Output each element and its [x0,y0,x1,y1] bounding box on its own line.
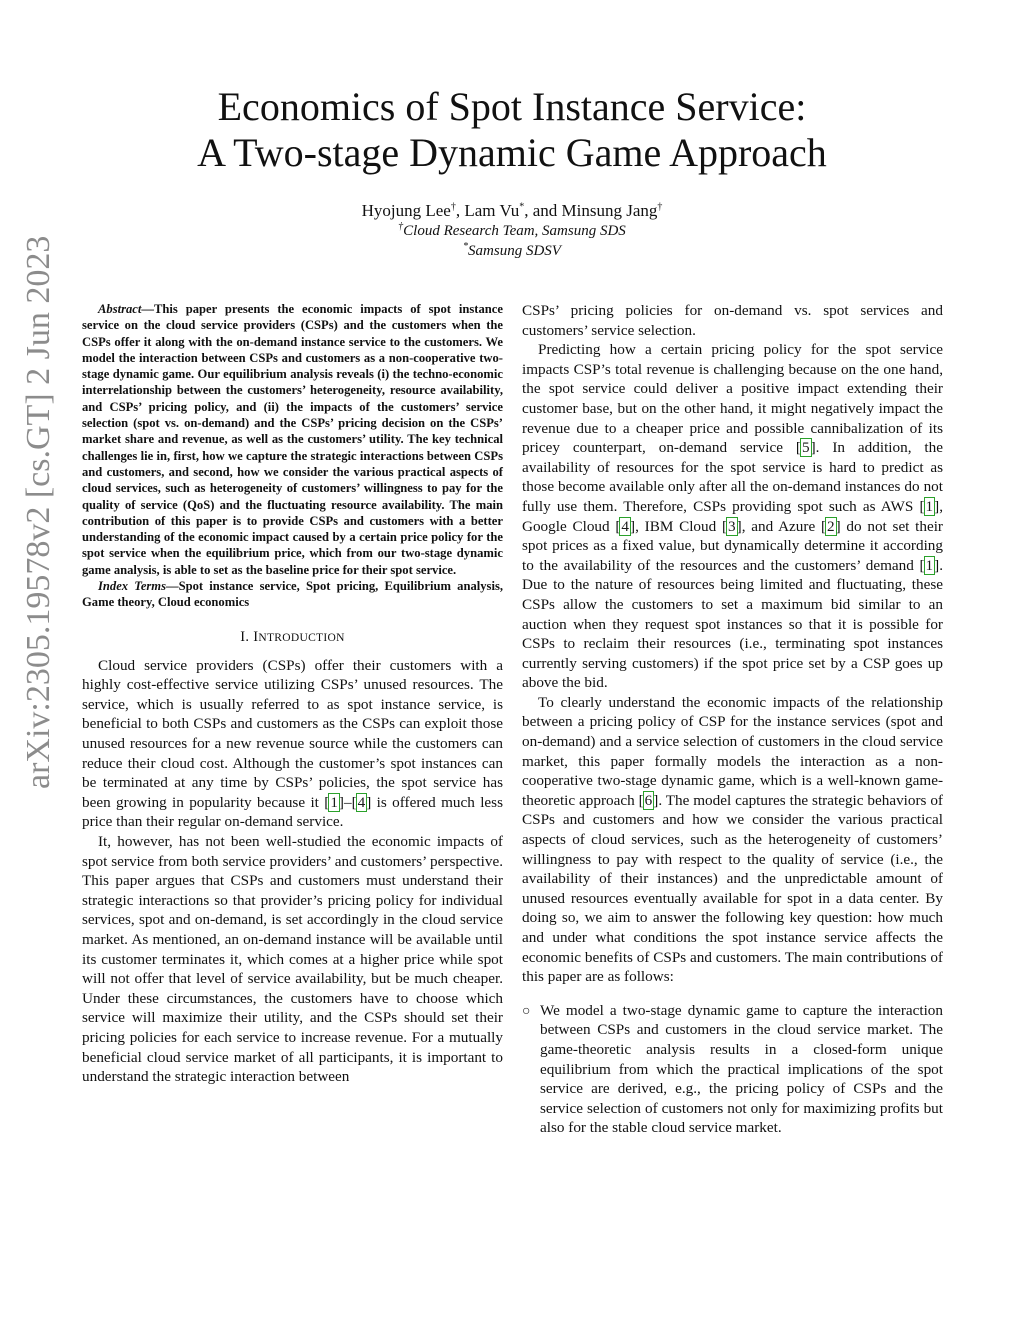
citation-link[interactable]: 5 [801,439,810,457]
author-separator: , [455,201,465,220]
author-name: Hyojung Lee [361,201,451,220]
citation-link[interactable]: 1 [330,793,338,811]
bullet-circle-icon: ○ [522,1003,531,1019]
affiliation-mark: † [398,221,404,232]
section-title-rest: NTRODUCTION [258,631,345,644]
affiliation-mark: * [463,241,469,252]
range-dash: – [343,793,352,811]
citation-link[interactable]: 1 [925,497,934,515]
affiliation-2 [100,241,924,261]
author-name: Lam Vu [464,201,520,220]
paragraph-text: Cloud service providers (CSPs) offer their customers with a highly cost-effective service utilizing CSPs’ unused resources. The service, which is usually referred to as spot instance service, is beneficial to both CSPs and customers as the CSPs can exploit those unused resources for a new revenue source while the customers can reduce their cloud cost. Although the customer’s spot instances can be terminated at any time by CSPs’ policies, the spot service has been growing in popularity because it [82,656,503,811]
continued-paragraph: CSPs’ pricing policies for on-demand vs. spot services and customers’ service selection. [522,302,943,339]
arxiv-identifier: arXiv:2305.19578v2 [cs.GT] 2 Jun 2023 [20,235,57,790]
section-heading-introduction [82,628,503,647]
affiliation-text: Samsung SDSV [468,243,561,259]
left-column [82,301,503,1087]
affiliation-mark: † [657,201,663,213]
abstract [82,301,503,578]
paper-title [100,84,924,176]
paragraph-text: is offered much less price than their regular on-demand service. [82,793,503,831]
index-terms-label: Index Terms [98,579,167,594]
intro-paragraph-3: Predicting how a certain pricing policy for the spot service impacts CSP’s total revenue is challenging because on the one hand, the spot service could deliver a positive impact extending their customer base, but on the other hand, it might negatively impact the revenue due to a cheaper price and possible cannibalization of its pricey counterpart, on-demand service [5]. In addition, the availability of resources for the spot service is hard to predict as those become available only after all the on-demand instances do not fully use them. Therefore, CSPs providing spot such as AWS [1], Google Cloud [4], IBM Cloud [3], and Azure [2] do not set their spot prices as a fixed value, but dynamically determine it according to the availability of the resources and the customers’ demand [1]. Due to the nature of resources being limited and fluctuating, these CSPs allow the customers to set a maximum bid similar to an auction when they request spot instances so that it is possible for CSPs to reclaim their resources (i.e., terminating spot instances currently serving customers) if the spot price set by a CSP goes up above the bid. [522,341,943,692]
affiliation-text: Cloud Research Team, Samsung SDS [403,223,626,239]
paragraph-text: Predicting how a certain pricing policy for the spot service impacts CSP’s total revenue is challenging because on the one hand, the spot service could deliver a positive impact extending their customer base, but on the other hand, it might negatively impact the revenue due to a cheaper price and possible cannibalization of its pricey counterpart, on-demand service [522,341,943,457]
intro-paragraph-2: It, however, has not been well-studied the economic impacts of spot service from both service providers’ and customers’ perspective. This paper argues that CSPs and customers must understand their strategic interactions so that provider’s pricing policy for individual services, spot and on-demand, is set accordingly in the cloud service market. As mentioned, an on-demand instance will be available until its customer terminates it, which comes at a higher price while spot will not offer that level of service availability, but be much cheaper. Under these circumstances, the customers have to choose which service will maximize their utility, and the CSPs should set their pricing policies for each service to increase revenue. For a mutually beneficial cloud service market of all participants, it is important to understand the strategic interaction between [82,832,503,1086]
citation-link[interactable]: 2 [827,517,835,535]
author-separator: , and [524,201,562,220]
affiliation-1 [100,221,924,241]
abstract-label: Abstract [98,302,142,316]
paragraph-text: , Google Cloud [522,497,943,535]
author-block [100,200,924,261]
affiliation-mark: † [450,201,456,213]
paragraph-text: To clearly understand the economic impacts of the relationship between a pricing policy of CSP for the instance services (spot and on-demand) and a service selection of customers in the cloud service market, this paper formally models the interaction as a non-cooperative two-stage dynamic game, which is a well-known game-theoretic approach [522,693,943,809]
citation-link[interactable]: 6 [644,791,653,809]
paragraph-text: , IBM Cloud [635,517,722,535]
title-line-2: A Two-stage Dynamic Game Approach [197,130,827,175]
index-terms [82,578,503,611]
paragraph-text: . The model captures the strategic behaviors of CSPs and customers and how we consider the various practical aspects of cloud services, such as the heterogeneity of customers’ willingness to pay with respect to the quality of service (i.e., the availability of their instances) and the unpredictable amount of unused resources eventually available for spot in a data center. By doing so, we aim to answer the following key question: how much and under what conditions the spot instance service affects the economic benefits of CSPs and customers. The main contributions of this paper are as follows: [522,791,943,986]
section-number: I. [240,628,254,645]
citation-link[interactable]: 1 [925,556,934,574]
intro-paragraph-4: To clearly understand the economic impacts of the relationship between a pricing policy of CSP for the instance services (spot and on-demand) and a service selection of customers in the cloud service market, this paper formally models the interaction as a non-cooperative two-stage dynamic game, which is a well-known game-theoretic approach [6]. The model captures the strategic behaviors of CSPs and customers and how we consider the various practical aspects of cloud services, such as the heterogeneity of customers’ willingness to pay with respect to the quality of service (i.e., the availability of their instances) and the unpredictable amount of unused resources eventually available for spot in a data center. By doing so, we aim to answer the following key question: how much and under what conditions the spot instance service affects the economic benefits of CSPs and customers. The main contributions of this paper are as follows: [522,693,943,986]
section-title-initial: I [253,628,259,645]
citation-link[interactable]: 4 [357,793,366,811]
paragraph-text: . Due to the nature of resources being limited and fluctuating, these CSPs allow the customers to set a maximum bid similar to an auction when they request spot instances so that it is possible for CSPs to reclaim their resources (i.e., terminating spot instances currently serving customers) if the spot price set by a CSP goes up above the bid. [522,556,943,692]
citation-link[interactable]: 3 [728,517,736,535]
paragraph-text: . In addition, the availability of resources for the spot service is hard to predict as those become available only after all the on-demand instances do not fully use them. Therefore, CSPs providing spot such as AWS [522,439,943,515]
right-column [522,301,943,1138]
index-terms-text: —Spot instance service, Spot pricing, Equilibrium analysis, Game theory, Cloud economics [82,579,504,610]
author-name: Minsung Jang [561,201,658,220]
affiliation-mark: * [519,201,525,213]
paragraph-text: , and Azure [741,517,821,535]
title-line-1: Economics of Spot Instance Service: [217,84,807,129]
intro-paragraph-1: Cloud service providers (CSPs) offer their customers with a highly cost-effective service utilizing CSPs’ unused resources. The service, which is usually referred to as spot instance service, is beneficial to both CSPs and customers as the CSPs can exploit those unused resources for a new revenue source while the customers can reduce their cloud cost. Although the customer’s spot instances can be terminated at any time by CSPs’ policies, the spot service has been growing in popularity because it [1]–[4] is offered much less price than their regular on-demand service. [82,656,503,831]
citation-link[interactable]: 4 [621,517,630,535]
abstract-text: —This paper presents the economic impacts of spot instance service on the cloud service providers (CSPs) and the customers when the CSPs offer it along with the on-demand instance service to the customers. We model the interaction between CSPs and customers as a non-cooperative two-stage dynamic game. Our equilibrium analysis reveals (i) the techno-economic interrelationship between the customers’ heterogeneity, resource availability, and CSPs’ pricing policy, and (ii) the impacts of the customers’ service selection (spot vs. on-demand) and the CSPs’ pricing decision on the CSPs’ market share and revenue, as well as the customers’ utility. The key technical challenges lie in, first, how we capture the strategic interactions between CSPs and customers, and second, how we consider the various practical aspects of cloud services, such as heterogeneity of customers’ willingness to pay for the quality of service (QoS) and the fluctuating resource availability. The main contribution of this paper is to provide CSPs and customers with a better understanding of the economic impact caused by a certain price policy for the spot service when the equilibrium price, which from our two-stage dynamic game analysis, is able to set as the baseline price for their spot service. [82,302,503,577]
paragraph-text: do not set their spot prices as a fixed value, but dynamically determine it according to the availability of the resources and the customers’ demand [522,517,943,574]
contribution-text: We model a two-stage dynamic game to capture the interaction between CSPs and customers in the cloud service market. The game-theoretic analysis results in a closed-form unique equilibrium from which the practical implications of the spot service are derived, e.g., the pricing policy of CSPs and the service selection of customers not only for maximizing profits but also for the stable cloud service market. [540,1001,943,1137]
author-names [100,200,924,221]
contribution-list-item [522,1001,943,1138]
